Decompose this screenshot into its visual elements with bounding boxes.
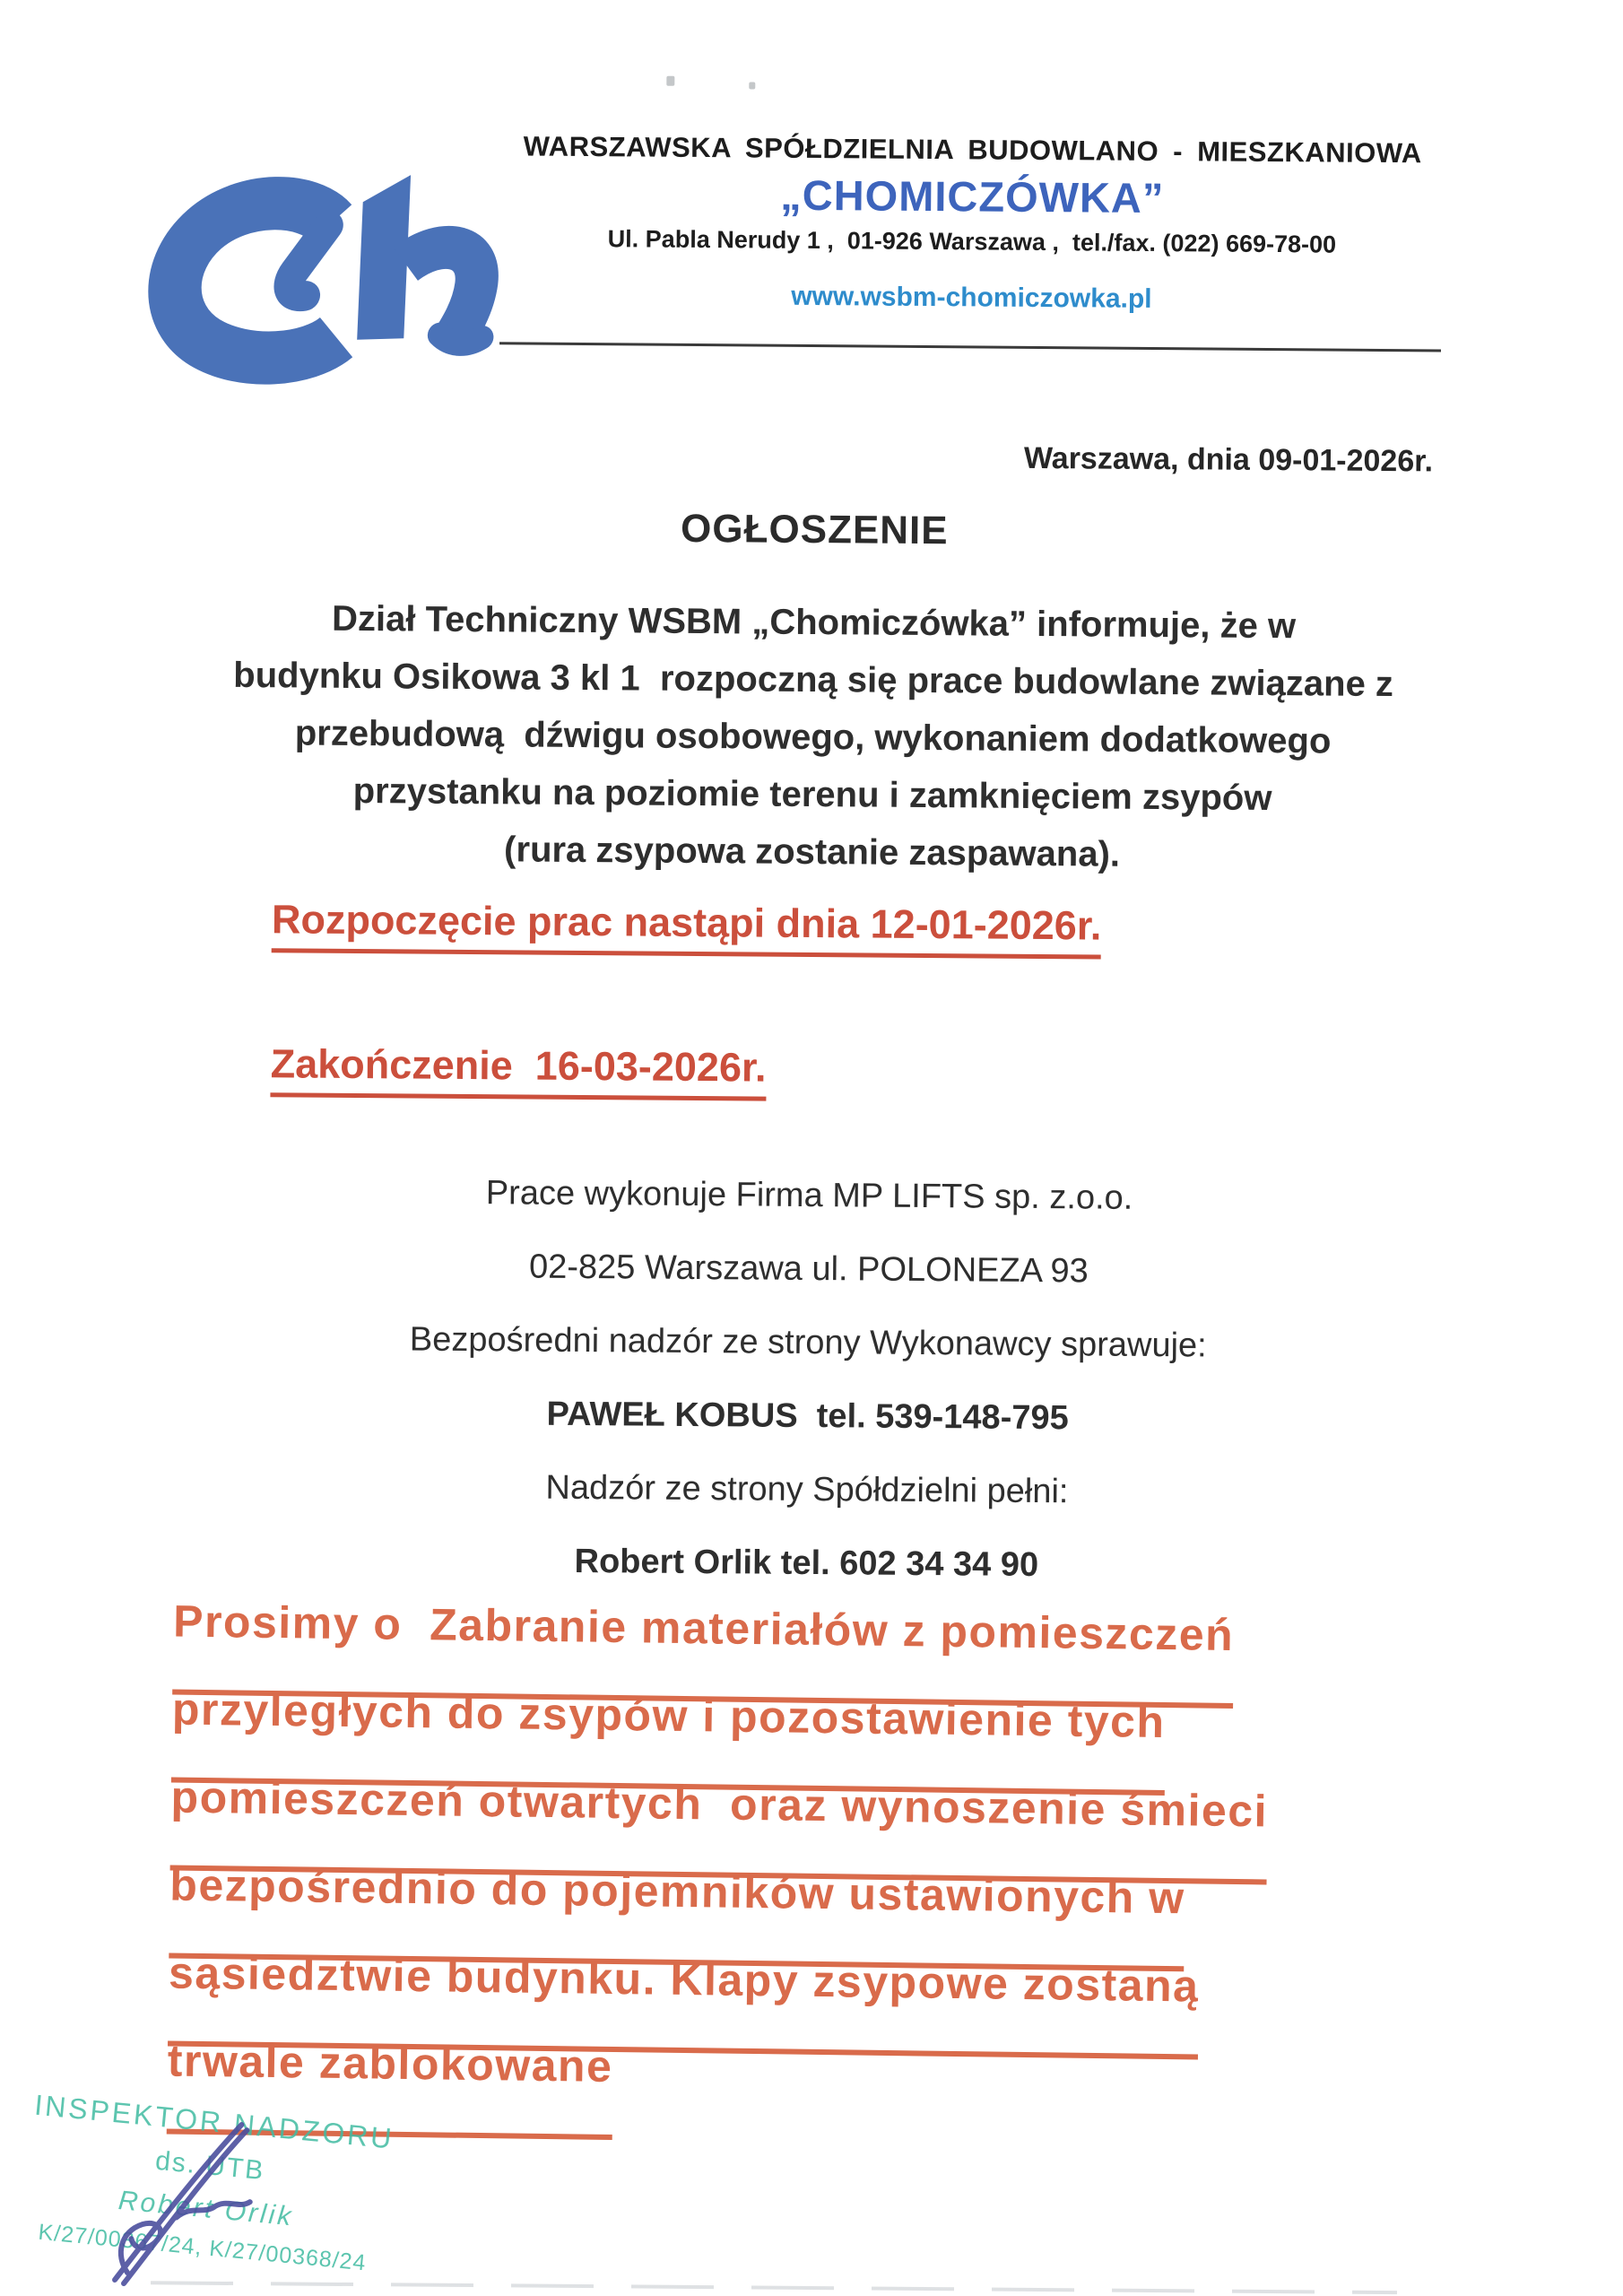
notice-line: Prosimy o Zabranie materiałów z pomieszczeń	[172, 1596, 1234, 1709]
supervision-intro: Bezpośredni nadzór ze strony Wykonawcy sprawuje:	[409, 1320, 1207, 1365]
stamp-license-numbers: K/27/00367/24, K/27/00368/24	[37, 2219, 368, 2276]
work-dates	[270, 896, 1102, 1191]
contractor-info	[89, 1171, 1527, 1624]
notice-line: pomieszczeń otwartych oraz wynoszenie śmieci	[170, 1770, 1269, 1884]
body-line: przystanku na poziomie terenu i zamknięciem zsypów	[352, 770, 1272, 819]
header-divider	[499, 342, 1441, 352]
contractor-address: 02-825 Warszawa ul. POLONEZA 93	[528, 1248, 1089, 1291]
letterhead	[499, 130, 1445, 317]
work-start-date: Rozpoczęcie prac nastąpi dnia 12-01-2026r.	[272, 896, 1102, 959]
organization-name: „CHOMICZÓWKA”	[780, 170, 1165, 222]
cooperative-supervision-intro: Nadzór ze strony Spółdzielni pełni:	[545, 1468, 1069, 1511]
organization-website: www.wsbm-chomiczowka.pl	[791, 281, 1152, 314]
contractor-supervisor-contact: PAWEŁ KOBUS tel. 539-148-795	[546, 1395, 1069, 1438]
chomiczowka-logo-icon	[135, 136, 506, 393]
body-paragraph	[94, 588, 1531, 887]
notice-line: sąsiedztwie budynku. Klapy zsypowe zostaną	[168, 1946, 1200, 2059]
body-line: przebudową dźwigu osobowego, wykonaniem dodatkowego	[294, 713, 1332, 761]
cooperative-supervisor-contact: Robert Orlik tel. 602 34 34 90	[574, 1542, 1039, 1585]
scan-speck	[666, 76, 674, 86]
stamp-name: Robert Orlik	[117, 2185, 295, 2232]
organization-address: Ul. Pabla Nerudy 1 , 01-926 Warszawa , tel./fax. (022) 669-78-00	[607, 225, 1337, 258]
date-line: Warszawa, dnia 09-01-2026r.	[1023, 440, 1434, 479]
stamp-role: INSPEKTOR NADZORU	[32, 2088, 395, 2155]
stamp-department: ds. UTB	[153, 2145, 266, 2187]
body-line: (rura zsypowa zostanie zaspawana).	[503, 830, 1121, 874]
organization-type: WARSZAWSKA SPÓŁDZIELNIA BUDOWLANO - MIESZKANIOWA	[523, 130, 1422, 170]
announcement-title: OGŁOSZENIE	[680, 506, 949, 553]
work-end-date: Zakończenie 16-03-2026r.	[270, 1040, 766, 1100]
body-line: budynku Osikowa 3 kl 1 rozpoczną się prace budowlane związane z	[233, 655, 1394, 705]
body-line: Dział Techniczny WSBM „Chomiczówka” informuje, że w	[331, 598, 1297, 647]
resident-notice	[167, 1596, 1519, 2141]
contractor-company: Prace wykonuje Firma MP LIFTS sp. z.o.o.	[485, 1174, 1133, 1217]
scan-speck	[749, 82, 755, 89]
signature-scribble	[90, 2108, 387, 2290]
notice-line: trwale zablokowane	[167, 2034, 613, 2139]
notice-line: bezpośrednio do pojemników ustawionych w	[169, 1858, 1185, 1971]
notice-line: przyległych do zsypów i pozostawienie tych	[171, 1683, 1166, 1796]
